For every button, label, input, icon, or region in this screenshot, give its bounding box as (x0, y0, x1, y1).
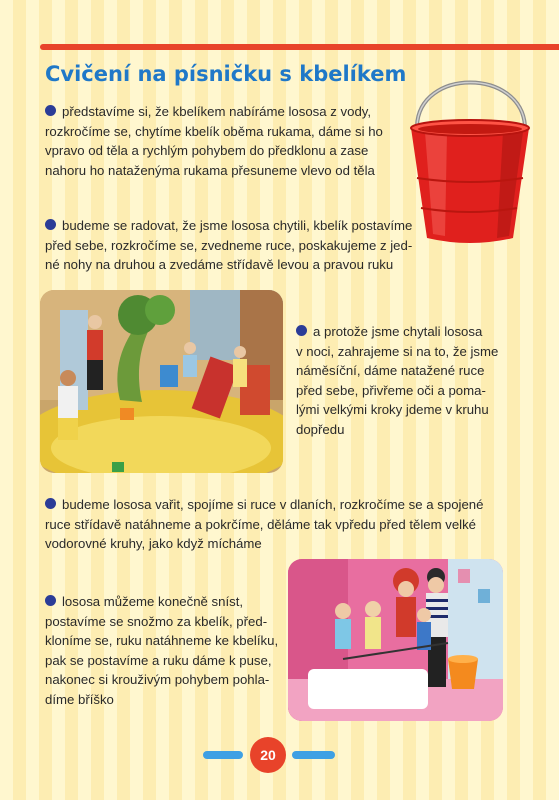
paragraph-line: ruce střídavě natáhneme a pokrčíme, děláme tak vpředu před tělem velké (45, 516, 477, 532)
paragraph-line: postavíme se snožmo za kbelík, před- (45, 613, 268, 629)
performer-photo (288, 559, 503, 721)
paragraph-line: před sebe, přivřeme oči a poma- (296, 382, 486, 398)
paragraph-line: rozkročíme se, chytíme kbelík oběma rukama, dáme si ho (45, 123, 383, 139)
playroom-photo (40, 290, 283, 473)
paragraph-line: nakonec si krouživým pohybem pohla- (45, 672, 270, 687)
bullet-dot (45, 498, 56, 509)
exercise-paragraph (45, 216, 425, 275)
exercise-paragraph (45, 592, 285, 709)
paragraph-line: né nohy na druhou a zvedáme střídavě levou a pravou ruku (45, 257, 394, 272)
paragraph-line: v noci, zahrajeme si na to, že jsme (296, 343, 499, 359)
paragraph-line: vodorovné kruhy, jako když mícháme (45, 536, 262, 551)
bullet-dot (45, 105, 56, 116)
paragraph-line: před sebe, rozkročíme se, zvedneme ruce, poskakujeme z jed- (45, 237, 413, 253)
bullet-dot (45, 595, 56, 606)
paragraph-line: díme bříško (45, 691, 114, 707)
paragraph-line: vpravo od těla a rychlým pohybem do předklonu a zase (45, 143, 369, 158)
paragraph-line: náměsíční, dáme natažené ruce (296, 363, 485, 378)
page-title: Cvičení na písničku s kbelíkem (45, 62, 407, 86)
paragraph-line: dopředu (296, 421, 345, 437)
paragraph-line: budeme lososa vařit, spojíme si ruce v dlaních, rozkročíme se a spojené (62, 497, 484, 512)
bullet-dot (296, 325, 307, 336)
paragraph-line: nahoru ho nataženýma rukama přesuneme vlevo od těla (45, 162, 375, 178)
paragraph-line: a protože jsme chytali lososa (313, 324, 483, 339)
exercise-paragraph (45, 495, 525, 554)
bullet-dot (45, 219, 56, 230)
exercise-paragraph (45, 102, 385, 180)
paragraph-line: pak se postavíme a ruku dáme k puse, (45, 652, 272, 668)
exercise-paragraph (296, 322, 511, 439)
page-number: 20 (250, 737, 286, 773)
paragraph-line: představíme si, že kbelíkem nabíráme lososa z vody, (62, 104, 372, 119)
footer-dash-left (203, 751, 243, 759)
footer-dash-right (292, 751, 335, 759)
paragraph-line: lými velkými kroky jdeme v kruhu (296, 402, 489, 417)
paragraph-line: lososa můžeme konečně sníst, (62, 594, 244, 609)
paragraph-line: budeme se radovat, že jsme lososa chytili, kbelík postavíme (62, 218, 413, 233)
paragraph-line: kloníme se, ruku natáhneme ke kbelíku, (45, 633, 279, 648)
top-decorative-bar (40, 44, 559, 50)
